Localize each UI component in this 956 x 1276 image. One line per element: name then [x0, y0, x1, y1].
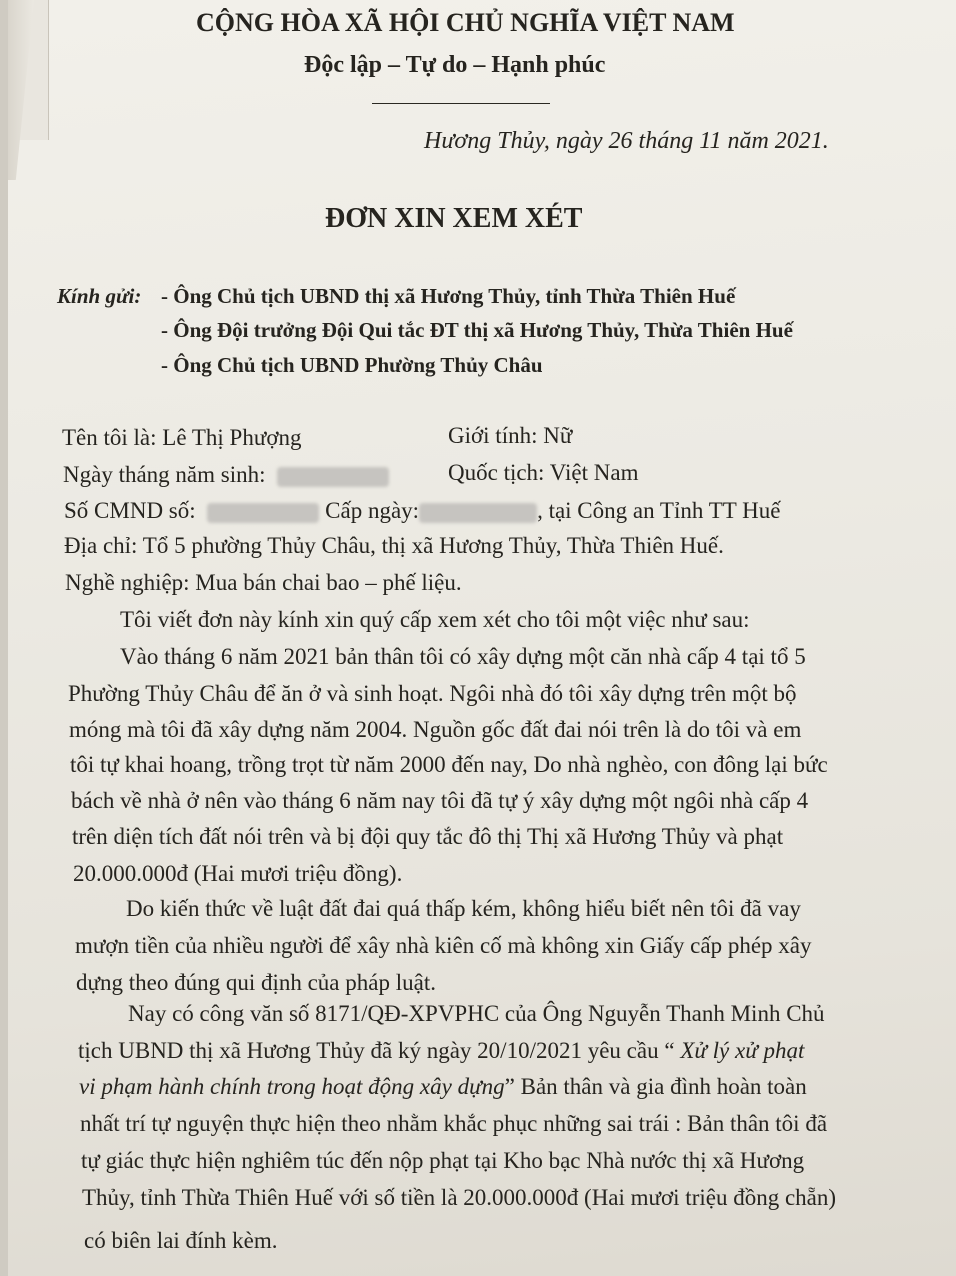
p3-line-6: Thủy, tỉnh Thừa Thiên Huế với số tiền là 20.000.000đ (Hai mươi triệu đồng chẵn) — [82, 1185, 837, 1210]
intro-line: Tôi viết đơn này kính xin quý cấp xem xét cho tôi một việc như sau: — [120, 607, 750, 632]
p1-line-1: Vào tháng 6 năm 2021 bản thân tôi có xây dựng một căn nhà cấp 4 tại tổ 5 — [120, 644, 806, 669]
p1-line-5: bách về nhà ở nên vào tháng 6 năm nay tôi đã tự ý xây dựng một ngôi nhà cấp 4 — [71, 788, 809, 813]
p3-line-4: nhất trí tự nguyện thực hiện theo nhằm khắc phục những sai trái : Bản thân tôi đã — [80, 1111, 828, 1136]
header-divider — [372, 103, 550, 104]
id-field — [64, 498, 780, 524]
p3-line-3 — [79, 1074, 807, 1100]
redacted-issue-date — [419, 503, 537, 523]
applicant-gender: Giới tính: Nữ — [448, 423, 573, 448]
p3-line-3-text: ” Bản thân và gia đình hoàn toàn — [504, 1074, 807, 1099]
redacted-dob — [277, 467, 389, 487]
place-date: Hương Thủy, ngày 26 tháng 11 năm 2021. — [424, 128, 829, 154]
p2-line-2: mượn tiền của nhiều người để xây nhà kiên cố mà không xin Giấy cấp phép xây — [75, 933, 812, 958]
recipients-label: Kính gửi: — [57, 284, 142, 308]
p1-line-7: 20.000.000đ (Hai mươi triệu đồng). — [73, 861, 403, 886]
applicant-name: Tên tôi là: Lê Thị Phượng — [62, 425, 302, 450]
dob-field — [63, 462, 389, 488]
applicant-occupation: Nghề nghiệp: Mua bán chai bao – phế liệu. — [65, 570, 462, 595]
p3-line-7: có biên lai đính kèm. — [84, 1228, 278, 1253]
country-heading: CỘNG HÒA XÃ HỘI CHỦ NGHĨA VIỆT NAM — [196, 8, 735, 37]
p1-line-4: tôi tự khai hoang, trồng trọt từ năm 2000 đến nay, Do nhà nghèo, con đông lại bức — [70, 752, 828, 777]
p3-line-2-quote: Xử lý xử phạt — [680, 1038, 805, 1063]
p3-line-1: Nay có công văn số 8171/QĐ-XPVPHC của Ông Nguyễn Thanh Minh Chủ — [128, 1001, 825, 1026]
dob-label: Ngày tháng năm sinh: — [63, 462, 266, 487]
issue-place: , tại Công an Tỉnh TT Huế — [537, 498, 781, 523]
document-title: ĐƠN XIN XEM XÉT — [325, 203, 583, 234]
applicant-address: Địa chỉ: Tổ 5 phường Thủy Châu, thị xã Hương Thủy, Thừa Thiên Huế. — [64, 533, 724, 558]
p3-line-2 — [78, 1038, 804, 1064]
p1-line-6: trên diện tích đất nói trên và bị đội quy tắc đô thị Thị xã Hương Thủy và phạt — [72, 824, 784, 849]
p1-line-2: Phường Thủy Châu để ăn ở và sinh hoạt. Ngôi nhà đó tôi xây dựng trên một bộ — [68, 681, 797, 706]
p3-line-3-quote: vi phạm hành chính trong hoạt động xây dựng — [79, 1074, 505, 1099]
applicant-nationality: Quốc tịch: Việt Nam — [448, 460, 639, 485]
recipient-3: - Ông Chủ tịch UBND Phường Thủy Châu — [161, 353, 543, 377]
p2-line-3: dựng theo đúng qui định của pháp luật. — [76, 970, 436, 995]
recipient-1: - Ông Chủ tịch UBND thị xã Hương Thủy, tỉnh Thừa Thiên Huế — [161, 284, 736, 308]
redacted-id-number — [207, 503, 319, 523]
issue-label: Cấp ngày: — [325, 498, 420, 523]
p2-line-1: Do kiến thức về luật đất đai quá thấp kém, không hiểu biết nên tôi đã vay — [126, 896, 801, 921]
id-label: Số CMND số: — [64, 498, 196, 523]
p3-line-2-text: tịch UBND thị xã Hương Thủy đã ký ngày 20/10/2021 yêu cầu “ — [78, 1038, 681, 1063]
recipient-2: - Ông Đội trưởng Đội Qui tắc ĐT thị xã Hương Thủy, Thừa Thiên Huế — [161, 318, 793, 342]
p3-line-5: tự giác thực hiện nghiêm túc đến nộp phạt tại Kho bạc Nhà nước thị xã Hương — [81, 1148, 805, 1173]
p1-line-3: móng mà tôi đã xây dựng năm 2004. Nguồn gốc đất đai nói trên là do tôi và em — [69, 717, 802, 742]
motto: Độc lập – Tự do – Hạnh phúc — [304, 52, 606, 78]
